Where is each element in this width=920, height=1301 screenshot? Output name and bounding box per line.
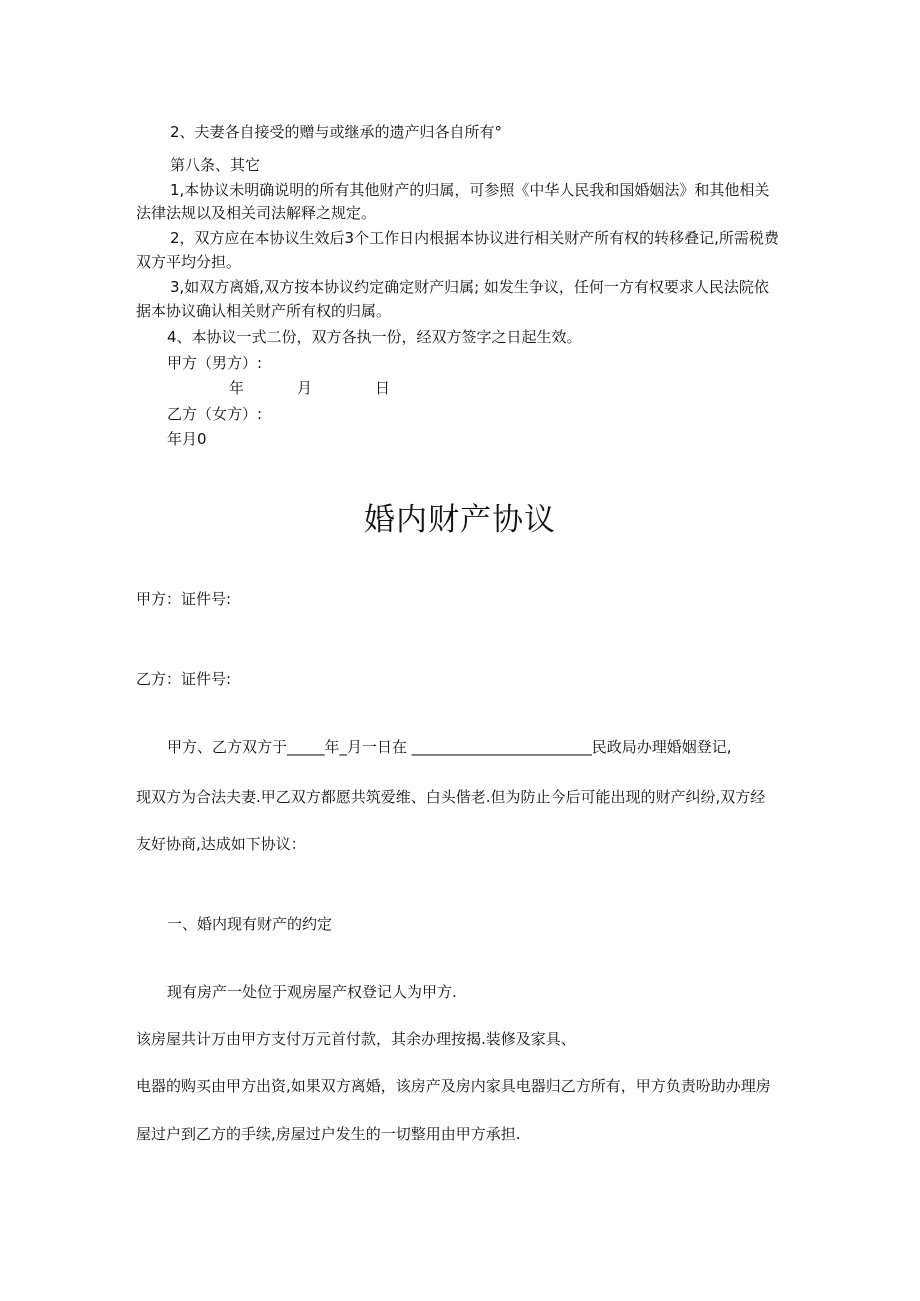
party-a-signature-label: 甲方（男方）: bbox=[167, 354, 263, 372]
party-a-id-label: 甲方：证件号: bbox=[136, 590, 232, 608]
clause-4: 4、本协议一式二份，双方各执一份，经双方签字之日起生效。 bbox=[167, 328, 582, 346]
clause-3-line-2: 据本协议确认相关财产所有权的归属。 bbox=[136, 302, 392, 320]
signature-date-short: 年月0 bbox=[167, 430, 207, 448]
section-1-heading: 一、婚内现有财产的约定 bbox=[167, 915, 333, 933]
clause-1-line-1: 1,本协议未明确说明的所有其他财产的归属，可参照《中华人民我和国婚姻法》和其他相关 bbox=[170, 181, 770, 199]
item-2-gifts-inheritance: 2、夫妻各自接受的赠与或继承的遗产归各自所有° bbox=[170, 123, 503, 141]
clause-2-line-2: 双方平均分担。 bbox=[136, 253, 242, 271]
house-line-2: 该房屋共计万由甲方支付万元首付款，其余办理按揭.装修及家具、 bbox=[136, 1030, 576, 1048]
party-b-id-label: 乙方：证件号: bbox=[136, 670, 232, 688]
article-8-heading: 第八条、其它 bbox=[170, 156, 261, 174]
clause-3-line-1: 3,如双方离婚,双方按本协议约定确定财产归属; 如发生争议，任何一方有权要求人民法院依 bbox=[170, 278, 769, 296]
clause-2-line-1: 2，双方应在本协议生效后3个工作日内根据本协议进行相关财产所有权的转移叠记,所需税费 bbox=[170, 229, 779, 247]
date-month-label: 月 bbox=[297, 379, 313, 397]
intro-line-2: 现双方为合法夫妻.甲乙双方都愿共筑爱维、白头偕老.但为防止今后可能出现的财产纠纷,双方经 bbox=[136, 788, 766, 806]
house-line-4: 屋过户到乙方的手续,房屋过户发生的一切整用由甲方承担. bbox=[136, 1125, 521, 1143]
document-title: 婚内财产协议 bbox=[364, 502, 556, 538]
house-line-3: 电器的购买由甲方出资,如果双方离婚，该房产及房内家具电器归乙方所有，甲方负责吩助办理房 bbox=[136, 1077, 771, 1095]
date-day-label: 日 bbox=[375, 379, 391, 397]
house-line-1: 现有房产一处位于观房屋产权登记人为甲方. bbox=[167, 983, 457, 1001]
date-year-label: 年 bbox=[229, 379, 245, 397]
intro-line-3: 友好协商,达成如下协议： bbox=[136, 835, 306, 853]
clause-1-line-2: 法律法规以及相关司法解释之规定。 bbox=[136, 204, 377, 222]
intro-line-1: 甲方、乙方双方于_____年_月一日在 ________________________民政局办理婚姻登记, bbox=[167, 738, 732, 756]
party-b-signature-label: 乙方（女方）: bbox=[167, 405, 263, 423]
